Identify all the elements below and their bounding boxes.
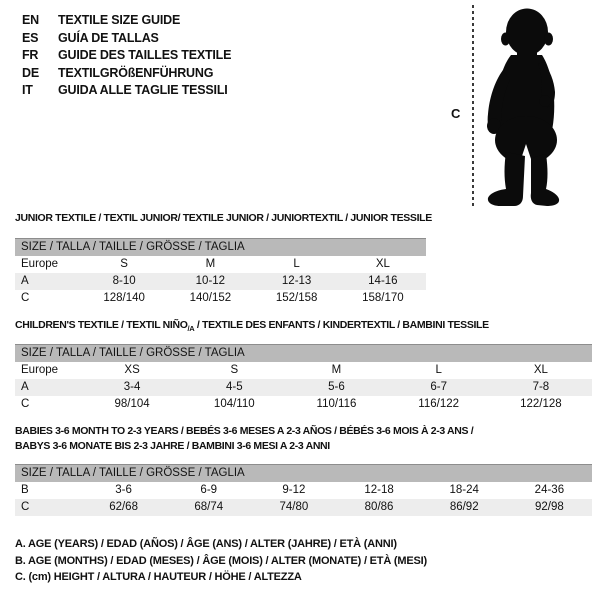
- lang-row-it: [22, 82, 231, 100]
- size-cell: 3-4: [81, 379, 183, 396]
- size-cell: 9-12: [282, 484, 306, 496]
- lang-row-fr: [22, 47, 231, 65]
- lang-title: GUIDA ALLE TAGLIE TESSILI: [58, 83, 228, 97]
- language-list: [22, 12, 231, 100]
- babies-title-line1: BABIES 3-6 MONTH TO 2-3 YEARS / BEBÉS 3-6 MESES A 2-3 AÑOS / BÉBÉS 3-6 MOIS À 2-3 ANS /: [15, 425, 474, 437]
- lang-code: FR: [22, 48, 39, 62]
- size-cell: S: [120, 258, 128, 270]
- size-cell: M: [205, 258, 216, 270]
- size-cell: 140/152: [189, 292, 232, 304]
- row-label: B: [21, 484, 29, 496]
- table-row: [15, 362, 592, 379]
- size-cell: 98/104: [114, 398, 150, 410]
- size-cell: 4-5: [183, 379, 285, 396]
- size-header: SIZE / TALLA / TAILLE / GRÖSSE / TAGLIA: [15, 345, 592, 363]
- baby-silhouette-icon: [484, 8, 564, 208]
- children-size-table: [15, 344, 592, 413]
- lang-code: EN: [22, 13, 39, 27]
- footnote-c: C. (cm) HEIGHT / ALTURA / HAUTEUR / HÖHE / ALTEZZA: [15, 571, 302, 583]
- size-cell: 68/74: [166, 499, 251, 516]
- size-cell: L: [435, 364, 442, 376]
- size-cell: 5-6: [285, 379, 387, 396]
- height-measure-line: [472, 5, 474, 207]
- table-row: [15, 273, 426, 290]
- lang-title: GUÍA DE TALLAS: [58, 30, 159, 45]
- lang-code: ES: [22, 30, 39, 45]
- size-cell: 3-6: [115, 484, 132, 496]
- children-title-sub: /A: [187, 324, 195, 334]
- size-cell: XS: [124, 364, 140, 376]
- row-label: Europe: [21, 364, 59, 376]
- children-section-title: [15, 319, 489, 333]
- footnote-b: B. AGE (MONTHS) / EDAD (MESES) / ÂGE (MOIS) / ALTER (MONATE) / ETÀ (MESI): [15, 554, 427, 567]
- footnote-a: A. AGE (YEARS) / EDAD (AÑOS) / ÂGE (ANS) / ALTER (JAHRE) / ETÀ (ANNI): [15, 538, 397, 550]
- size-cell: 128/140: [103, 292, 145, 304]
- size-cell: XL: [375, 258, 390, 270]
- table-header-row: [15, 239, 426, 257]
- lang-row-es: [22, 30, 231, 48]
- size-cell: 92/98: [507, 499, 592, 516]
- size-cell: 86/92: [422, 499, 507, 516]
- lang-code: IT: [22, 83, 33, 97]
- size-cell: 158/170: [362, 292, 404, 304]
- size-cell: M: [331, 364, 342, 376]
- size-cell: 18-24: [449, 484, 479, 496]
- junior-section-title: JUNIOR TEXTILE / TEXTIL JUNIOR/ TEXTILE JUNIOR / JUNIORTEXTIL / JUNIOR TESSILE: [15, 212, 432, 224]
- size-header: SIZE / TALLA / TAILLE / GRÖSSE / TAGLIA: [15, 239, 426, 257]
- lang-title: TEXTILGRÖßENFÜHRUNG: [58, 65, 214, 80]
- size-cell: 62/68: [81, 499, 166, 516]
- size-cell: 6-9: [200, 484, 218, 496]
- size-cell: S: [230, 364, 239, 376]
- size-cell: 7-8: [490, 379, 592, 396]
- babies-section-title: [15, 424, 473, 454]
- lang-code: DE: [22, 65, 39, 80]
- size-cell: 74/80: [251, 499, 336, 516]
- table-row: [15, 379, 592, 396]
- babies-size-table: [15, 464, 592, 516]
- table-row: [15, 256, 426, 273]
- size-cell: 6-7: [388, 379, 490, 396]
- size-cell: 104/110: [213, 398, 255, 410]
- table-row: [15, 290, 426, 307]
- row-label: A: [15, 273, 81, 290]
- lang-title: GUIDE DES TAILLES TEXTILE: [58, 48, 232, 62]
- row-label: C: [21, 292, 30, 304]
- size-cell: L: [293, 258, 300, 270]
- size-cell: 110/116: [316, 398, 357, 410]
- babies-title-line2: BABYS 3-6 MONATE BIS 2-3 JAHRE / BAMBINI 3-6 MESI A 2-3 ANNI: [15, 440, 330, 452]
- row-label: A: [15, 379, 81, 396]
- footnotes: [15, 536, 427, 586]
- size-cell: 10-12: [167, 273, 253, 290]
- lang-row-en: [22, 12, 231, 30]
- size-cell: 8-10: [81, 273, 167, 290]
- row-label: C: [15, 499, 81, 516]
- table-row: [15, 482, 592, 499]
- size-cell: 122/128: [520, 398, 562, 410]
- height-measure-label: C: [451, 106, 461, 121]
- size-cell: 14-16: [340, 273, 426, 290]
- children-title-post: / TEXTILE DES ENFANTS / KINDERTEXTIL / BAMBINI TESSILE: [194, 319, 489, 331]
- table-header-row: [15, 345, 592, 363]
- table-row: [15, 499, 592, 516]
- junior-size-table: [15, 238, 426, 307]
- size-cell: 116/122: [418, 398, 460, 410]
- size-cell: 12-18: [364, 484, 394, 496]
- size-cell: 80/86: [336, 499, 421, 516]
- row-label: Europe: [21, 258, 59, 270]
- size-header: SIZE / TALLA / TAILLE / GRÖSSE / TAGLIA: [15, 465, 592, 483]
- table-header-row: [15, 465, 592, 483]
- lang-row-de: [22, 65, 231, 83]
- size-cell: 12-13: [254, 273, 340, 290]
- table-row: [15, 396, 592, 413]
- row-label: C: [21, 398, 30, 410]
- size-cell: 152/158: [275, 292, 318, 304]
- size-cell: XL: [533, 364, 548, 376]
- children-title-pre: CHILDREN'S TEXTILE / TEXTIL NIÑO: [15, 319, 188, 331]
- size-cell: 24-36: [534, 484, 565, 496]
- lang-title: TEXTILE SIZE GUIDE: [58, 13, 181, 27]
